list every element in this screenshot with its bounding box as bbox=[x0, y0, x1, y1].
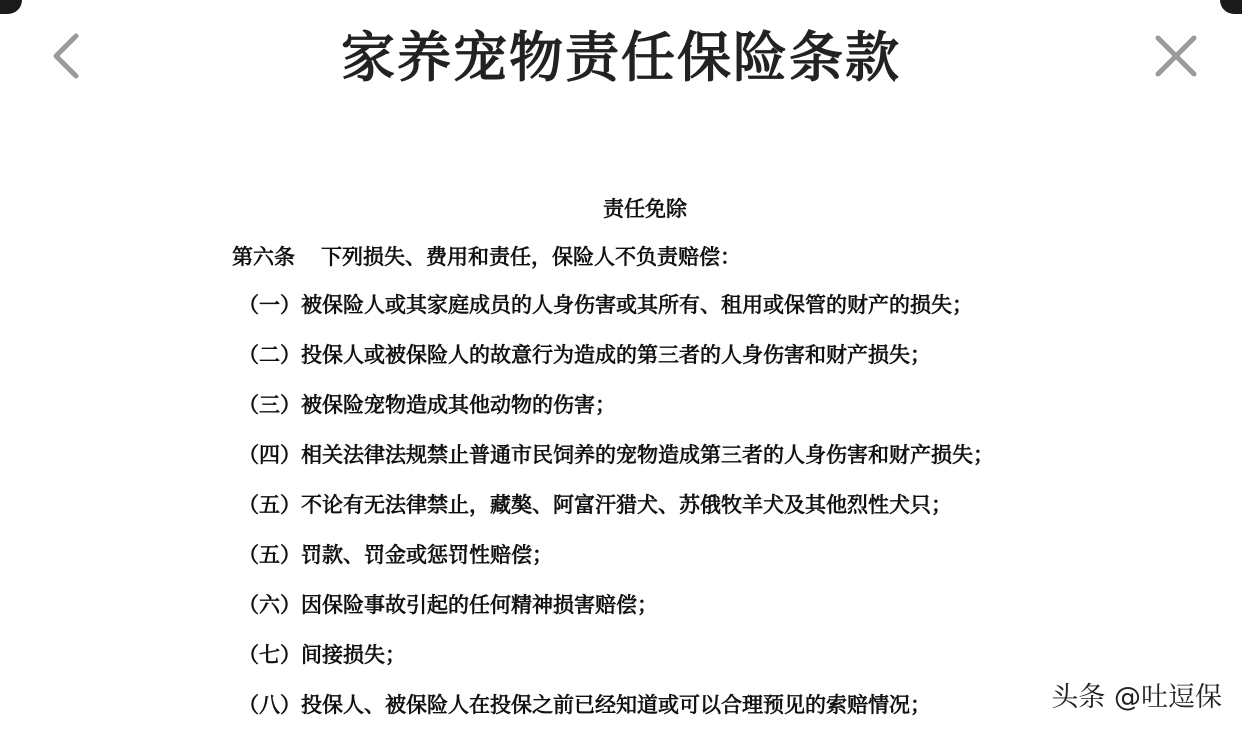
clause-item: （二）投保人或被保险人的故意行为造成的第三者的人身伤害和财产损失； bbox=[238, 342, 931, 367]
clause-item: （六）因保险事故引起的任何精神损害赔偿； bbox=[238, 592, 658, 617]
clause-item: （八）投保人、被保险人在投保之前已经知道或可以合理预见的索赔情况； bbox=[238, 692, 931, 717]
header-bar bbox=[0, 0, 1242, 120]
page-title: 家养宠物责任保险条款 bbox=[341, 26, 901, 89]
clause-item: （一）被保险人或其家庭成员的人身伤害或其所有、租用或保管的财产的损失； bbox=[238, 292, 973, 317]
document-image bbox=[0, 180, 1242, 732]
section-heading: 责任免除 bbox=[603, 196, 687, 221]
clause-item: （四）相关法律法规禁止普通市民饲养的宠物造成第三者的人身伤害和财产损失； bbox=[238, 442, 994, 467]
article-intro-text: 下列损失、费用和责任，保险人不负责赔偿： bbox=[321, 244, 741, 269]
close-button[interactable] bbox=[1148, 28, 1204, 84]
article-intro bbox=[232, 242, 741, 272]
clause-item: （五）罚款、罚金或惩罚性赔偿； bbox=[238, 542, 553, 567]
clause-item: （七）间接损失； bbox=[238, 642, 406, 667]
clause-list bbox=[238, 290, 994, 740]
clause-item: （五）不论有无法律禁止，藏獒、阿富汗猎犬、苏俄牧羊犬及其他烈性犬只； bbox=[238, 492, 952, 517]
clause-item: （三）被保险宠物造成其他动物的伤害； bbox=[238, 392, 616, 417]
article-number: 第六条 bbox=[232, 244, 295, 269]
watermark: 头条 @吐逗保 bbox=[1051, 682, 1222, 713]
close-icon bbox=[1148, 28, 1204, 84]
